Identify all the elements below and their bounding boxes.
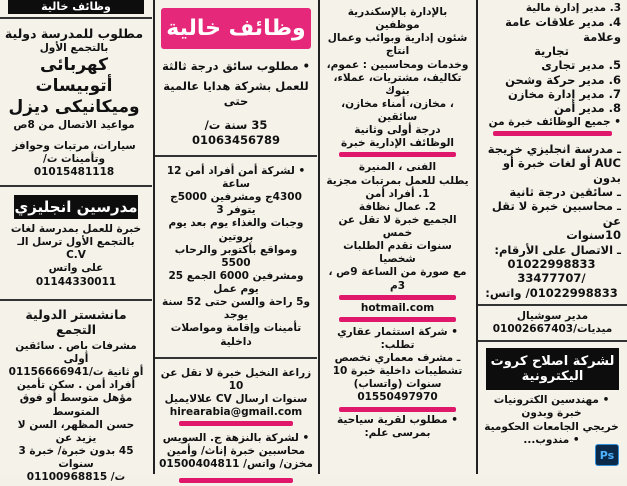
ad-line: للعمل بشركة هدايا عالمية حتى	[163, 79, 309, 108]
ad-line: بالتجمع الأول ترسل الـ C.V	[17, 236, 135, 262]
separator-bar	[339, 152, 455, 157]
ad-security-company	[155, 165, 317, 349]
ad-line: ـ محاسبين خبرة لا تقل عن	[491, 199, 621, 228]
ad-line: 5. مدير تجارى	[541, 58, 621, 73]
ad-line: • جميع الوظائف خبرة من	[488, 115, 621, 128]
ad-line: محاسبين خبرة إناث/ وأمين	[166, 445, 306, 458]
ad-line: درجة أولى وثانية	[354, 124, 441, 137]
ad-line: • لشركة بالنزهة ج. السويس	[162, 432, 310, 445]
ad-line: وميكانيكى ديزل	[8, 97, 140, 118]
ad-line: وجبات والغذاء يوم بعد يوم بروتين	[168, 217, 304, 243]
ad-line: 01022998833 /33477707	[507, 256, 596, 286]
ad-line: ت/ 01100968815	[26, 471, 126, 484]
ad-driver	[155, 49, 317, 147]
ad-email: hotmail.com	[360, 301, 435, 314]
ad-electronics-header: لشركة اصلاح كروت اليكترونية	[486, 348, 619, 390]
ad-line: الوظائف الإدارية خبرة	[340, 137, 455, 150]
ad-line: على واتس 01144330011	[35, 262, 117, 288]
ad-line: 3. مدير إدارة مالية	[525, 2, 621, 14]
ad-line: • مطلوب سائق درجة ثالثة	[162, 59, 310, 73]
ad-line: وخدمات ومحاسبين : عموم،	[326, 58, 469, 71]
ad-line: • مطلوب لقرية سياحية بمرسى علم:	[337, 413, 458, 439]
ad-line: 4300ج ومشرفين 5000ج يتوفر 3	[170, 191, 302, 217]
ad-line: حسن المظهر، السن لا يزيد عن	[17, 418, 135, 444]
ad-line: ـ مدرسة انجليزي خريجة	[487, 141, 621, 156]
ad-manchester	[0, 338, 152, 486]
ad-line: بالإدارة بالإسكندرية موظفين	[347, 6, 448, 32]
ad-line: الجميع خبرة لا تقل عن خمس	[338, 213, 457, 239]
ad-line: سنوات ارسال CV علالايميل	[164, 392, 308, 405]
ad-line: مطلوب للمدرسة دولية	[4, 26, 144, 41]
ad-line: 35 سنة ت/ 01063456789	[191, 118, 281, 147]
ad-line: 1. أفراد أمن	[365, 187, 430, 200]
ad-line: أو ثانية ت/01156666941	[8, 366, 144, 379]
separator-bar	[339, 317, 455, 322]
ad-line: أفراد أمن . سكن تأمين	[16, 379, 136, 392]
ad-line: AUC أو لغات خبرة أو بدون	[502, 156, 621, 185]
ad-real-estate	[320, 324, 475, 405]
ad-palm-farming	[155, 367, 317, 420]
ad-line: خبرة للعمل بمدرسة لغات	[10, 223, 142, 235]
jobs-header-banner: وظائف خالية	[161, 8, 311, 49]
ad-line: تأمينات وإقامة ومواصلات داخلية	[170, 322, 302, 348]
ad-line: بالتجمع الأول	[39, 41, 109, 54]
ad-line: • مندوب...	[523, 433, 580, 446]
separator-bar	[179, 421, 292, 426]
ad-line: كهربائى أتوبيسات	[35, 54, 113, 96]
ad-line: 01022998833/ واتس:	[485, 285, 618, 300]
column-1	[0, 0, 152, 484]
ad-line: شئون إدارية وبوائب وعمال انتاج	[327, 32, 468, 58]
ad-line: مشرفات باص . سائقين أولى	[15, 339, 137, 365]
ad-line: • شركة استثمار عقاري تطلب:	[337, 325, 458, 351]
ad-line: ، مخازن، أمناء مخازن، سائقين	[341, 97, 454, 123]
ad-line: 4. مدير علاقات عامة وعلامة	[505, 15, 621, 44]
ad-english-teachers	[0, 219, 152, 293]
column-3	[320, 0, 475, 474]
ad-line: 8. مدير أمن	[553, 101, 621, 116]
ad-nozha-company	[155, 428, 317, 475]
ad-manchester-header: مانشستر الدولية التجمع	[25, 306, 127, 338]
ad-line: • مهندسين الكترونيات خبرة وبدون	[493, 394, 610, 420]
ad-line: ـ مشرف معماري تخصص	[334, 352, 461, 364]
ad-line: سنوات (واتساب) 01550497970	[353, 378, 442, 404]
ad-email: hirearabia@gmail.com	[169, 406, 303, 418]
separator-bar	[339, 295, 455, 300]
separator-bar	[339, 407, 455, 412]
ad-line: تشطيبات داخلية خبرة 10	[332, 365, 463, 378]
ad-line: 2. عمال نظافة	[358, 200, 437, 213]
ad-line: خريجي الجامعات الحكومية	[484, 420, 619, 433]
ad-school-mechanics	[0, 22, 152, 179]
ad-line: ـ الاتصال على الأرقام:	[494, 242, 621, 257]
ad-line: تجارية	[534, 43, 569, 58]
ad-line: 45 بدون خبرة/ خبرة 3 سنوات	[18, 444, 134, 470]
ad-security-cleaning	[320, 159, 475, 292]
ad-line: مدير سوشيال ميديات/01002667403	[492, 310, 613, 336]
ad-alexandria	[320, 0, 475, 150]
ad-line: مع صورة من الساعة 9ص ، 3م	[328, 266, 467, 292]
column-2	[155, 0, 317, 474]
ad-line: 7. مدير إدارة مخازن	[508, 87, 621, 101]
ad-electronics	[478, 390, 627, 447]
ad-line: مواعيد الاتصال من 8ص	[13, 118, 135, 131]
column-4	[478, 0, 627, 474]
ad-line: يطلب للعمل بمرتبات مجزية	[326, 174, 469, 187]
ad-line: سيارات، مرتبات وحوافز	[12, 139, 136, 152]
ad-line: ومواقع بأكتوبر والرحاب 5500	[174, 243, 298, 269]
ad-line: تكاليف، مشتريات، عملاء، بنوك	[333, 71, 462, 97]
ad-line: سنوات تقدم الطلبات شخصيا	[343, 240, 452, 266]
ad-line: 10سنوات	[566, 228, 621, 243]
ad-english-teachers-header: مدرسين انجليزي	[14, 195, 138, 219]
separator-bar	[493, 131, 612, 136]
ad-english-teacher-drivers	[478, 138, 627, 300]
ad-line: • لشركة أمن أفراد أمن 12 ساعة	[166, 164, 306, 190]
photoshop-app-icon: Ps	[595, 444, 619, 466]
ad-line: وتأمينات ت/ 01015481118	[33, 152, 115, 178]
ad-line: الفنى ، المنيرة	[358, 161, 437, 174]
ad-line: زراعة النخيل خبرة لا تقل عن 10	[160, 366, 312, 392]
ad-line: مؤهل متوسط أو فوق المتوسط	[19, 392, 133, 418]
ad-managers-list	[478, 0, 627, 129]
separator-bar	[179, 478, 292, 483]
column-1-top-header: وظائف خالية	[8, 0, 144, 14]
ad-line: مخزن/ واتس/ 01500404811	[159, 458, 313, 471]
ad-line: 6. مدير حركة وشحن	[505, 72, 621, 87]
ad-line: ـ سائقين درجة ثانية	[509, 185, 621, 199]
ad-line: ومشرفين 6000 الجمع 25 يوم عمل	[168, 269, 304, 295]
ad-line: و5 راحة والسن حتى 52 سنة يوجد	[162, 296, 310, 322]
